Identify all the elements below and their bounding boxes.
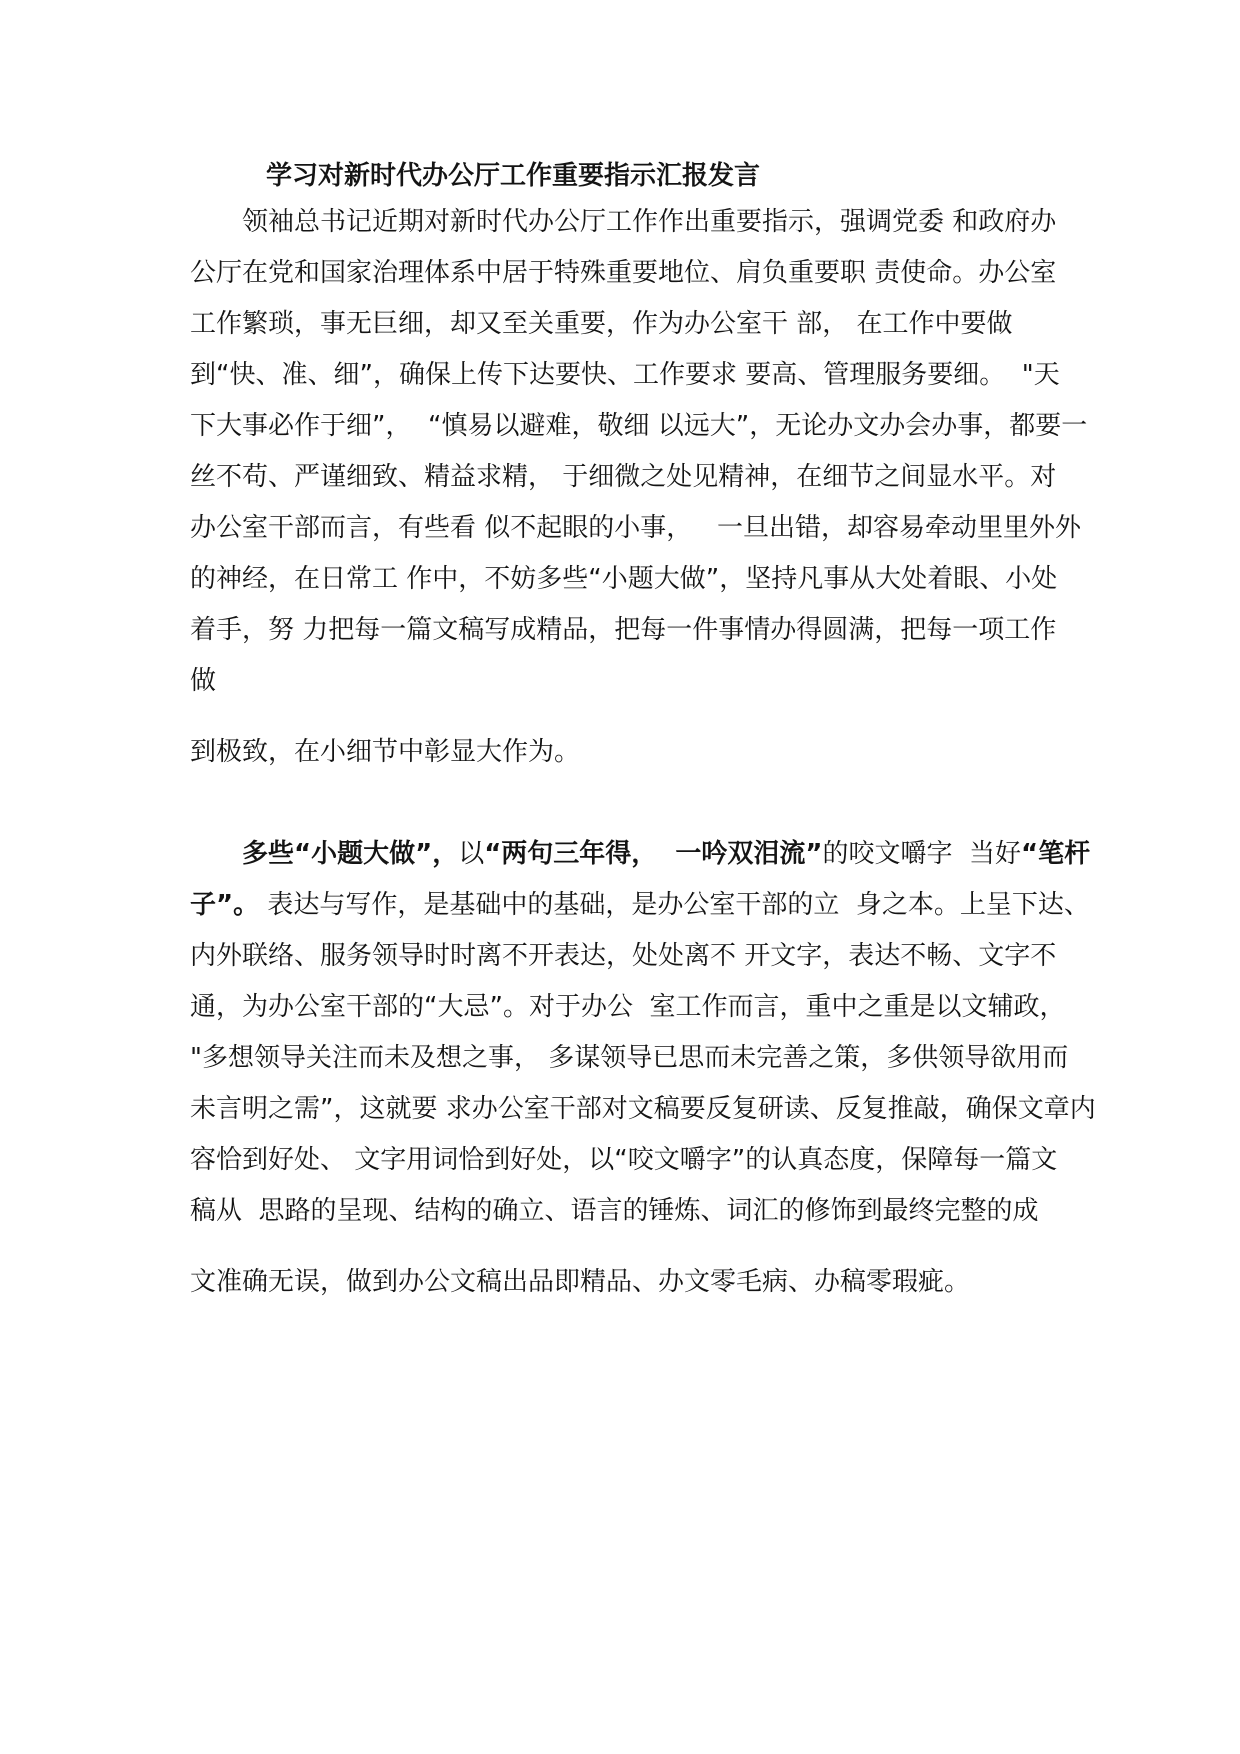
paragraph-2-line: 未言明之需”，这就要 求办公室干部对文稿要反复研读、反复推敲，确保文章内 bbox=[190, 1094, 1096, 1124]
paragraph-1-line: 办公室干部而言，有些看 似不起眼的小事， 一旦出错，却容易牵动里里外外 bbox=[190, 513, 1082, 543]
line2-rest: 表达与写作，是基础中的基础，是办公室干部的立 身之本。上呈下达、 bbox=[259, 890, 1090, 920]
paragraph-1-line: 工作繁琐，事无巨细，却又至关重要，作为办公室干 部， 在工作中要做 bbox=[190, 309, 1013, 339]
lead-connector: 以 bbox=[458, 839, 485, 869]
paragraph-2-line bbox=[190, 887, 1090, 923]
paragraph-1-line: 公厅在党和国家治理体系中居于特殊重要地位、肩负重要职 责使命。办公室 bbox=[190, 258, 1057, 288]
lead-quote: “两句三年得， 一吟双泪流” bbox=[484, 839, 823, 869]
paragraph-1-line: 到极致，在小细节中彰显大作为。 bbox=[190, 737, 581, 767]
paragraph-1-line: 着手，努 力把每一篇文稿写成精品，把每一件事情办得圆满，把每一项工作 bbox=[190, 615, 1057, 645]
document-title: 学习对新时代办公厅工作重要指示汇报发言 bbox=[266, 161, 761, 191]
paragraph-1-line: 领袖总书记近期对新时代办公厅工作作出重要指示，强调党委 和政府办 bbox=[190, 207, 1057, 237]
paragraph-2-line: "多想领导关注而未及想之事， 多谋领导已思而未完善之策，多供领导欲用而 bbox=[190, 1043, 1069, 1073]
paragraph-2-line: 通，为办公室干部的“大忌”。对于办公 室工作而言，重中之重是以文辅政， bbox=[190, 992, 1066, 1022]
lead-rest: 的咬文嚼字 当好 bbox=[822, 839, 1022, 869]
lead-bold-tail: “笔杆 bbox=[1021, 839, 1091, 869]
paragraph-2-line: 容恰到好处、 文字用词恰到好处，以“咬文嚼字”的认真态度，保障每一篇文 bbox=[190, 1145, 1058, 1175]
paragraph-1-line: 做 bbox=[190, 666, 217, 696]
paragraph-2-line: 文准确无误，做到办公文稿出品即精品、办文零毛病、办稿零瑕疵。 bbox=[190, 1267, 971, 1297]
paragraph-1-line: 下大事必作于细”， “慎易以避难，敬细 以远大”，无论办文办会办事，都要一 bbox=[190, 411, 1088, 441]
paragraph-2-line: 稿从 思路的呈现、结构的确立、语言的锤炼、词汇的修饰到最终完整的成 bbox=[190, 1196, 1039, 1226]
paragraph-2-line: 内外联络、服务领导时时离不开表达，处处离不 开文字，表达不畅、文字不 bbox=[190, 941, 1057, 971]
paragraph-1-line: 的神经，在日常工 作中，不妨多些“小题大做”，坚持凡事从大处着眼、小处 bbox=[190, 564, 1058, 594]
paragraph-1-line: 到“快、准、细”，确保上传下达要快、工作要求 要高、管理服务要细。 "天 bbox=[190, 360, 1060, 390]
paragraph-1-line: 丝不苟、严谨细致、精益求精， 于细微之处见精神，在细节之间显水平。对 bbox=[190, 462, 1057, 492]
lead-bold-heading: 多些“小题大做”， bbox=[242, 839, 459, 869]
line2-bold: 子”。 bbox=[190, 890, 260, 920]
paragraph-2-lead bbox=[190, 836, 1090, 872]
